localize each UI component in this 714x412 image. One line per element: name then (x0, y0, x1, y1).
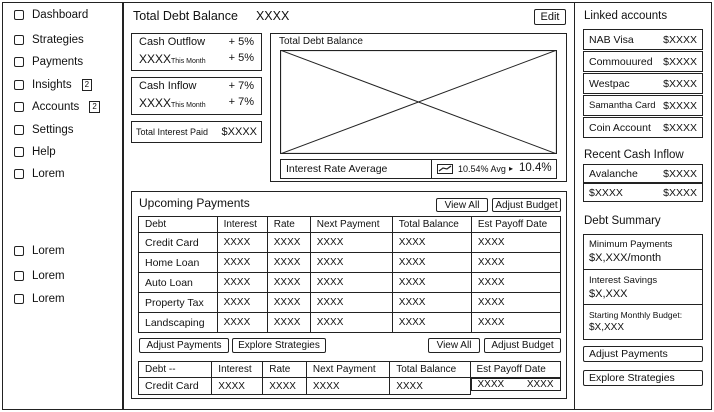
table-cell: XXXX (477, 379, 505, 390)
chart-title: Total Debt Balance (279, 36, 363, 47)
sidebar-divider (122, 2, 124, 410)
column-header: Total Balance (390, 362, 470, 378)
table-cell: XXXX (471, 253, 560, 273)
account-name: Westpac (589, 77, 630, 90)
debt-name: Credit Card (139, 378, 212, 395)
account-balance: $XXXX (663, 55, 697, 68)
table-row[interactable] (139, 233, 561, 253)
account-item[interactable] (583, 51, 703, 72)
count-badge: 2 (82, 79, 92, 91)
account-item[interactable] (583, 95, 703, 116)
column-header: Est Payoff Date (471, 217, 560, 233)
table-cell: XXXX (267, 233, 310, 253)
sidebar-item-payments[interactable] (14, 56, 83, 68)
cash-outflow-label: Cash Outflow (139, 36, 206, 48)
sidebar-item-lorem[interactable] (14, 293, 65, 305)
sidebar-item-label: Lorem (32, 270, 65, 282)
table-cell: XXXX (392, 293, 471, 313)
sidebar-item-label: Dashboard (32, 9, 89, 21)
sidebar-item-strategies[interactable] (14, 34, 84, 46)
column-header: Debt (139, 217, 218, 233)
debt-name: Landscaping (139, 313, 218, 333)
table-cell: XXXX (310, 233, 392, 253)
column-header: Interest (212, 362, 263, 378)
table-cell: XXXX (267, 293, 310, 313)
table-cell: XXXX (392, 313, 471, 333)
cash-inflow-item[interactable] (583, 183, 703, 202)
interest-rate-current: 10.4% (519, 162, 552, 174)
sidebar-item-settings[interactable] (14, 124, 74, 136)
adjust-budget-button[interactable]: Adjust Budget (484, 338, 561, 353)
checkbox-icon (14, 169, 24, 179)
sidebar-item-label: Payments (32, 56, 84, 68)
sidebar-item-lorem[interactable] (14, 168, 65, 180)
trend-icon (437, 164, 453, 174)
table-row[interactable] (139, 313, 561, 333)
credit-card-table (138, 361, 561, 395)
column-header: Interest (217, 217, 267, 233)
interest-paid-card (131, 121, 262, 143)
inflow-amount: $XXXX (663, 167, 697, 180)
debt-name: Property Tax (139, 293, 218, 313)
debt-name: Home Loan (139, 253, 218, 273)
cash-inflow-label: Cash Inflow (139, 80, 197, 92)
column-header: Total Balance (392, 217, 471, 233)
table-cell: XXXX (390, 378, 470, 395)
table-cell: XXXX (217, 293, 267, 313)
view-all-button[interactable]: View All (428, 338, 480, 353)
cash-inflow-change: + 7% (228, 80, 254, 92)
table-cell: XXXX (267, 313, 310, 333)
checkbox-icon (14, 147, 24, 157)
cash-outflow-change-month: + 5% (228, 52, 254, 64)
cash-inflow-amount: XXXX (139, 96, 172, 110)
view-all-button[interactable]: View All (436, 198, 488, 212)
table-cell: XXXX (471, 233, 560, 253)
column-header: Next Payment (306, 362, 389, 378)
sidebar-item-label: Lorem (32, 168, 65, 180)
column-header: Est Payoff Date (470, 362, 561, 378)
cash-inflow-item[interactable] (583, 164, 703, 183)
interest-paid-value: $XXXX (221, 126, 257, 138)
debt-name: Auto Loan (139, 273, 218, 293)
interest-rate-bar (280, 159, 557, 179)
period-label: This Month (171, 58, 206, 65)
summary-value: $X,XXX (589, 322, 625, 333)
debt-chart-card (270, 33, 567, 182)
table-cell: XXXX (217, 233, 267, 253)
table-row[interactable] (139, 253, 561, 273)
table-row[interactable] (139, 378, 561, 395)
interest-rate-avg: 10.54% Avg (458, 164, 506, 174)
checkbox-icon (14, 57, 24, 67)
summary-label: Starting Monthly Budget: (589, 310, 683, 320)
account-name: NAB Visa (589, 33, 634, 46)
adjust-payments-button[interactable]: Adjust Payments (583, 346, 703, 362)
summary-label: Minimum Payments (589, 239, 673, 250)
count-badge: 2 (89, 101, 99, 113)
checkbox-icon (14, 125, 24, 135)
table-cell: XXXX (526, 379, 554, 390)
upcoming-title: Upcoming Payments (139, 196, 250, 210)
sidebar-item-lorem[interactable] (14, 245, 65, 257)
table-cell: XXXX (310, 253, 392, 273)
cash-outflow-amount: XXXX (139, 52, 172, 66)
table-cell: XXXX (392, 253, 471, 273)
debt-summary-title: Debt Summary (584, 215, 661, 227)
table-cell: XXXX (471, 273, 560, 293)
sidebar-item-insights[interactable] (14, 79, 92, 91)
period-label: This Month (171, 102, 206, 109)
account-name: Coin Account (589, 121, 651, 134)
table-cell: XXXX (217, 273, 267, 293)
arrow-icon: ▸ (509, 164, 514, 173)
account-item[interactable] (583, 29, 703, 50)
adjust-budget-button[interactable]: Adjust Budget (492, 198, 561, 212)
sidebar-item-label: Help (32, 146, 56, 158)
column-header: Next Payment (310, 217, 392, 233)
table-cell: XXXX (263, 378, 307, 395)
linked-accounts-title: Linked accounts (584, 10, 668, 22)
table-cell: XXXX (471, 293, 560, 313)
checkbox-icon (14, 35, 24, 45)
table-row[interactable] (139, 293, 561, 313)
page-title (133, 9, 289, 23)
sidebar-item-lorem[interactable] (14, 270, 65, 282)
checkbox-icon (14, 294, 24, 304)
interest-rate-label: Interest Rate Average (286, 163, 388, 175)
checkbox-icon (14, 80, 24, 90)
checkbox-icon (14, 102, 24, 112)
table-cell: XXXX (310, 273, 392, 293)
sidebar-item-label: Accounts (32, 101, 80, 113)
table-cell: XXXX (267, 273, 310, 293)
table-cell: XXXX (392, 273, 471, 293)
table-cell: XXXX (267, 253, 310, 273)
table-cell: XXXX (217, 253, 267, 273)
adjust-payments-button[interactable]: Adjust Payments (139, 338, 229, 353)
chart-placeholder (280, 50, 557, 154)
inflow-amount: $XXXX (663, 186, 697, 199)
summary-value: $X,XXX (589, 288, 628, 300)
sidebar-item-label: Strategies (32, 34, 84, 46)
sidebar-item-label: Lorem (32, 245, 65, 257)
interest-paid-label: Total Interest Paid (136, 127, 209, 137)
cash-inflow-card (131, 77, 262, 115)
checkbox-icon (14, 246, 24, 256)
checkbox-icon (14, 271, 24, 281)
column-header: Rate (263, 362, 307, 378)
table-cell: XXXX (217, 313, 267, 333)
summary-label: Interest Savings (589, 275, 658, 286)
table-cell: XXXX (306, 378, 389, 395)
account-balance: $XXXX (663, 33, 697, 46)
cash-outflow-card (131, 33, 262, 71)
total-debt-value: XXXX (255, 9, 290, 23)
account-name: Commouured (589, 55, 653, 68)
table-cell: XXXX (310, 313, 392, 333)
sidebar-item-label: Insights (32, 79, 72, 91)
account-item[interactable] (583, 73, 703, 94)
table-cell: XXXX (310, 293, 392, 313)
table-cell: XXXX (471, 313, 560, 333)
explore-strategies-button[interactable]: Explore Strategies (583, 370, 703, 386)
upcoming-table (138, 216, 561, 333)
table-cell: XXXX (212, 378, 263, 395)
debt-name: Credit Card (139, 233, 218, 253)
table-cell: XXXX (392, 233, 471, 253)
sidebar-item-accounts[interactable] (14, 101, 100, 113)
edit-button[interactable]: Edit (534, 9, 566, 25)
account-item[interactable] (583, 117, 703, 138)
account-balance: $XXXX (663, 121, 697, 134)
recent-cash-title: Recent Cash Inflow (584, 149, 684, 161)
column-header: Rate (267, 217, 310, 233)
cash-inflow-change-month: + 7% (228, 96, 254, 108)
sidebar-item-label: Lorem (32, 293, 65, 305)
sidebar-item-help[interactable] (14, 146, 56, 158)
debt-summary-card (583, 234, 703, 340)
column-header: Debt -- (139, 362, 212, 378)
table-row[interactable] (139, 273, 561, 293)
page-title-text: Total Debt Balance (133, 9, 238, 23)
account-balance: $XXXX (663, 99, 697, 112)
sidebar-item-dashboard[interactable] (14, 9, 88, 21)
inflow-source: $XXXX (589, 186, 623, 199)
inflow-source: Avalanche (589, 167, 638, 180)
summary-value: $X,XXX/month (589, 252, 662, 264)
account-name: Samantha Card (589, 100, 656, 111)
sidebar-item-label: Settings (32, 124, 74, 136)
cash-outflow-change: + 5% (228, 36, 254, 48)
explore-strategies-button[interactable]: Explore Strategies (232, 338, 326, 353)
checkbox-icon (14, 10, 24, 20)
account-balance: $XXXX (663, 77, 697, 90)
